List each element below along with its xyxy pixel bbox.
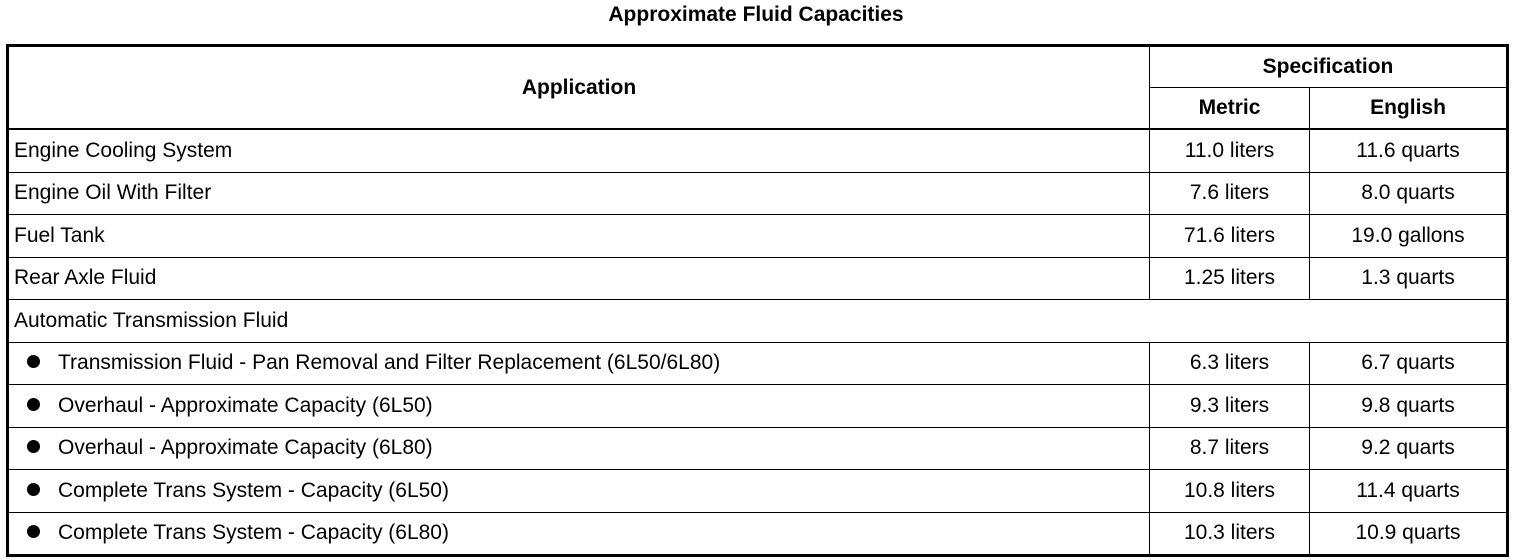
application-cell <box>8 512 1150 556</box>
bullet-icon <box>27 398 40 411</box>
metric-cell: 10.3 liters <box>1150 512 1310 556</box>
table-row <box>8 215 1508 258</box>
application-cell: Engine Cooling System <box>8 129 1150 172</box>
application-text: Overhaul - Approximate Capacity (6L80) <box>58 436 433 460</box>
english-cell: 1.3 quarts <box>1310 257 1508 300</box>
table-row <box>8 512 1508 556</box>
table-row <box>8 427 1508 470</box>
metric-cell: 10.8 liters <box>1150 470 1310 513</box>
application-cell <box>8 342 1150 385</box>
application-text: Complete Trans System - Capacity (6L50) <box>58 478 449 502</box>
application-cell: Rear Axle Fluid <box>8 257 1150 300</box>
metric-cell: 9.3 liters <box>1150 385 1310 428</box>
bullet-icon <box>27 355 40 368</box>
table-title: Approximate Fluid Capacities <box>608 3 904 26</box>
application-cell <box>8 470 1150 513</box>
application-cell: Fuel Tank <box>8 215 1150 258</box>
metric-cell: 7.6 liters <box>1150 172 1310 215</box>
metric-cell: 1.25 liters <box>1150 257 1310 300</box>
metric-header: Metric <box>1150 88 1310 130</box>
english-header: English <box>1310 88 1508 130</box>
metric-cell: 6.3 liters <box>1150 342 1310 385</box>
metric-cell: 71.6 liters <box>1150 215 1310 258</box>
application-text: Overhaul - Approximate Capacity (6L50) <box>58 393 433 417</box>
english-cell: 11.6 quarts <box>1310 129 1508 172</box>
english-cell: 11.4 quarts <box>1310 470 1508 513</box>
table-row <box>8 257 1508 300</box>
specification-header: Specification <box>1150 46 1508 88</box>
table-row <box>8 342 1508 385</box>
metric-cell: 11.0 liters <box>1150 129 1310 172</box>
table-row <box>8 172 1508 215</box>
english-cell: 6.7 quarts <box>1310 342 1508 385</box>
bullet-icon <box>27 483 40 496</box>
table-row <box>8 129 1508 172</box>
metric-cell: 8.7 liters <box>1150 427 1310 470</box>
application-cell: Engine Oil With Filter <box>8 172 1150 215</box>
bullet-icon <box>27 440 40 453</box>
group-header-row <box>8 300 1508 343</box>
table-row <box>8 470 1508 513</box>
english-cell: 8.0 quarts <box>1310 172 1508 215</box>
bullet-icon <box>27 525 40 538</box>
english-cell: 19.0 gallons <box>1310 215 1508 258</box>
group-label: Automatic Transmission Fluid <box>8 300 1508 343</box>
table-row <box>8 385 1508 428</box>
fluid-capacities-table <box>6 44 1509 557</box>
application-cell <box>8 385 1150 428</box>
english-cell: 9.8 quarts <box>1310 385 1508 428</box>
english-cell: 9.2 quarts <box>1310 427 1508 470</box>
application-text: Transmission Fluid - Pan Removal and Filter Replacement (6L50/6L80) <box>58 351 721 375</box>
english-cell: 10.9 quarts <box>1310 512 1508 556</box>
application-text: Complete Trans System - Capacity (6L80) <box>58 521 449 545</box>
application-cell <box>8 427 1150 470</box>
application-header: Application <box>8 46 1150 130</box>
